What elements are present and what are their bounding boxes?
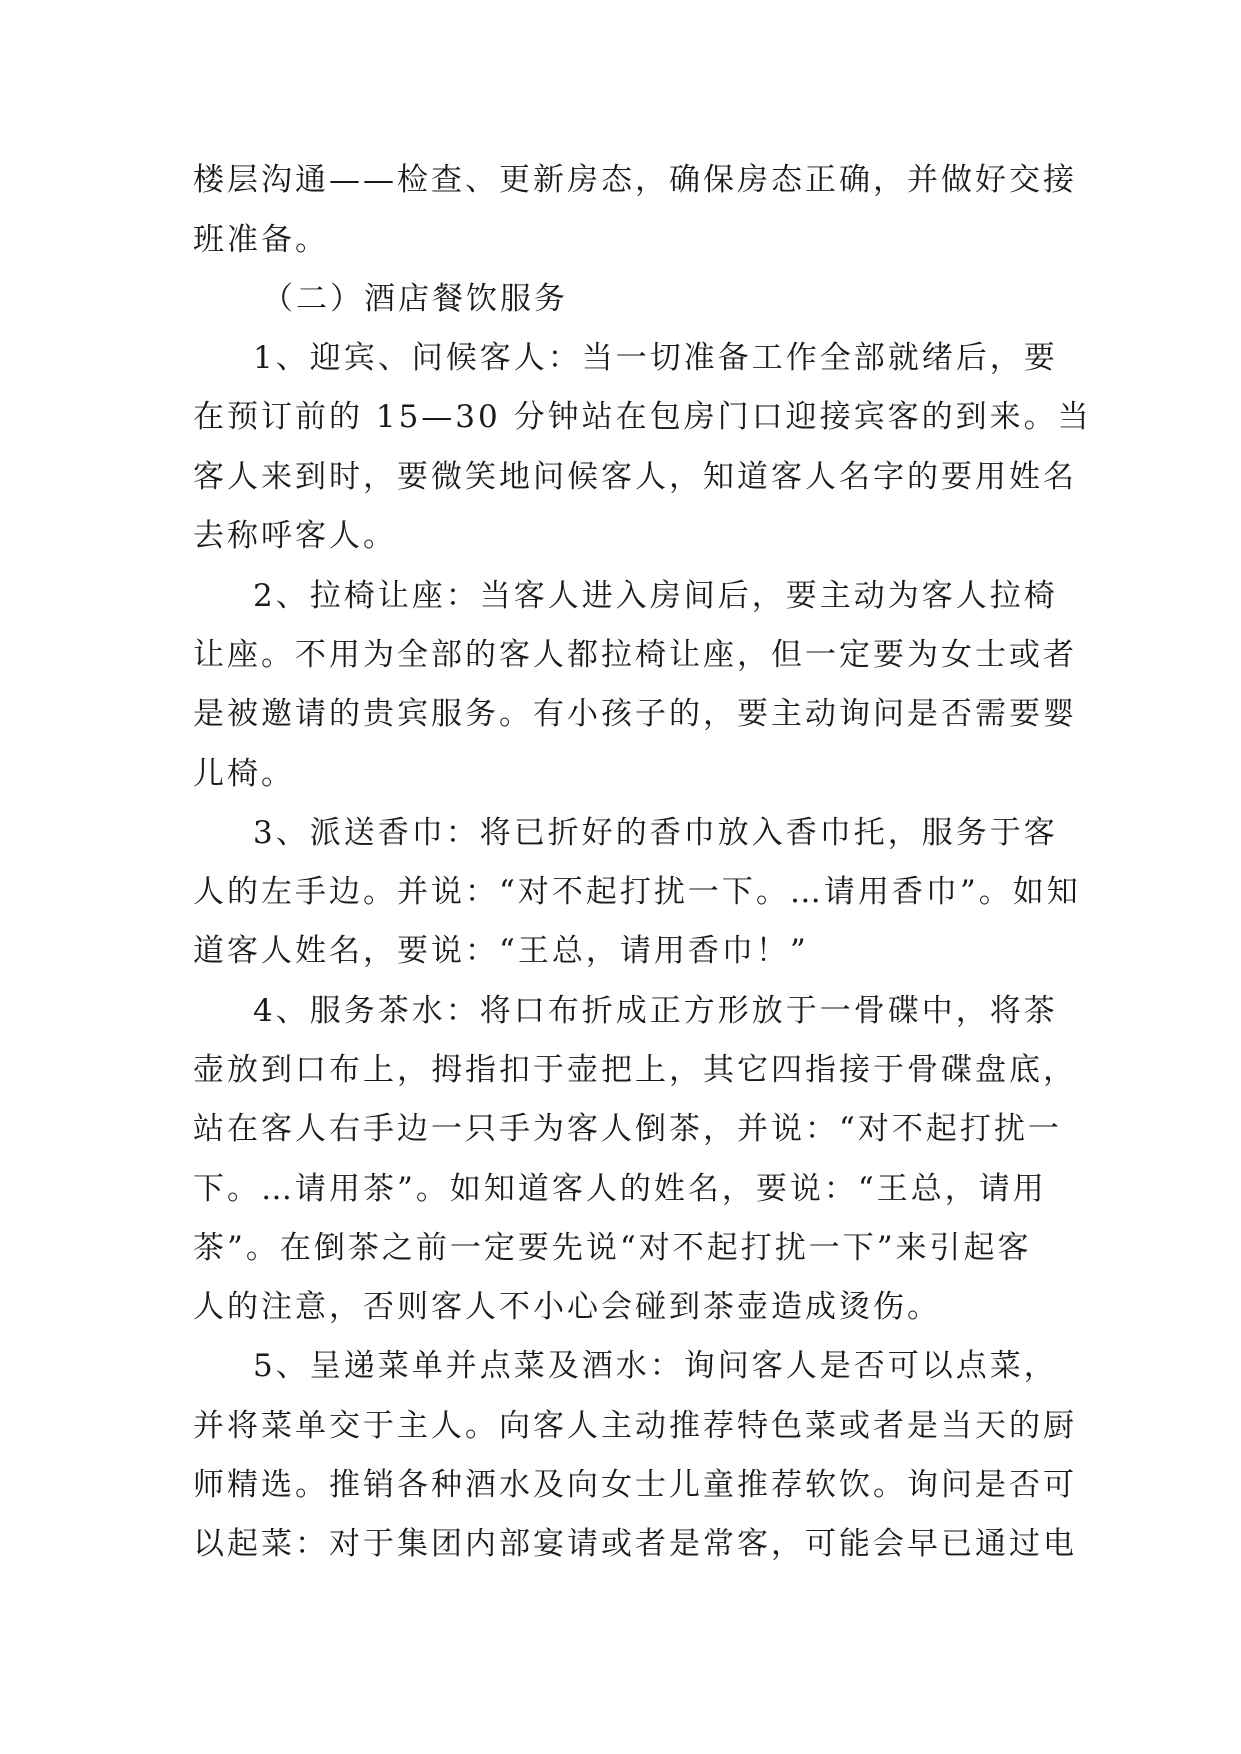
text-line: 客人来到时，要微笑地问候客人，知道客人名字的要用姓名 — [193, 459, 1077, 495]
text-line: 师精选。推销各种酒水及向女士儿童推荐软饮。询问是否可 — [193, 1467, 1077, 1503]
text-line: 2、拉椅让座：当客人进入房间后，要主动为客人拉椅 — [253, 578, 1058, 614]
text-line: 4、服务茶水：将口布折成正方形放于一骨碟中，将茶 — [253, 993, 1058, 1029]
text-line: 1、迎宾、问候客人：当一切准备工作全部就绪后，要 — [253, 340, 1058, 376]
text-line: 下。…请用茶”。如知道客人的姓名，要说：“王总，请用 — [193, 1171, 1047, 1207]
text-line: 是被邀请的贵宾服务。有小孩子的，要主动询问是否需要婴 — [193, 696, 1077, 732]
text-line: 人的左手边。并说：“对不起打扰一下。…请用香巾”。如知 — [193, 874, 1081, 910]
section-heading: （二）酒店餐饮服务 — [262, 281, 568, 317]
text-line: 在预订前的 15—30 分钟站在包房门口迎接宾客的到来。当 — [193, 399, 1092, 435]
text-line: 并将菜单交于主人。向客人主动推荐特色菜或者是当天的厨 — [193, 1408, 1077, 1444]
text-line: 去称呼客人。 — [193, 518, 397, 554]
text-line: 人的注意，否则客人不小心会碰到茶壶造成烫伤。 — [193, 1289, 941, 1325]
text-line: 壶放到口布上，拇指扣于壶把上，其它四指接于骨碟盘底， — [193, 1052, 1077, 1088]
text-line: 道客人姓名，要说：“王总，请用香巾！” — [193, 933, 809, 969]
text-line: 5、呈递菜单并点菜及酒水：询问客人是否可以点菜， — [253, 1348, 1058, 1384]
text-line: 让座。不用为全部的客人都拉椅让座，但一定要为女士或者 — [193, 637, 1077, 673]
text-line: 3、派送香巾：将已折好的香巾放入香巾托，服务于客 — [253, 815, 1058, 851]
text-line: 班准备。 — [193, 222, 329, 258]
text-line: 站在客人右手边一只手为客人倒茶，并说：“对不起打扰一 — [193, 1111, 1062, 1147]
text-line: 以起菜：对于集团内部宴请或者是常客，可能会早已通过电 — [193, 1526, 1077, 1562]
text-line: 楼层沟通——检查、更新房态，确保房态正确，并做好交接 — [193, 162, 1077, 198]
text-line: 儿椅。 — [193, 756, 295, 792]
text-line: 茶”。在倒茶之前一定要先说“对不起打扰一下”来引起客 — [193, 1230, 1032, 1266]
